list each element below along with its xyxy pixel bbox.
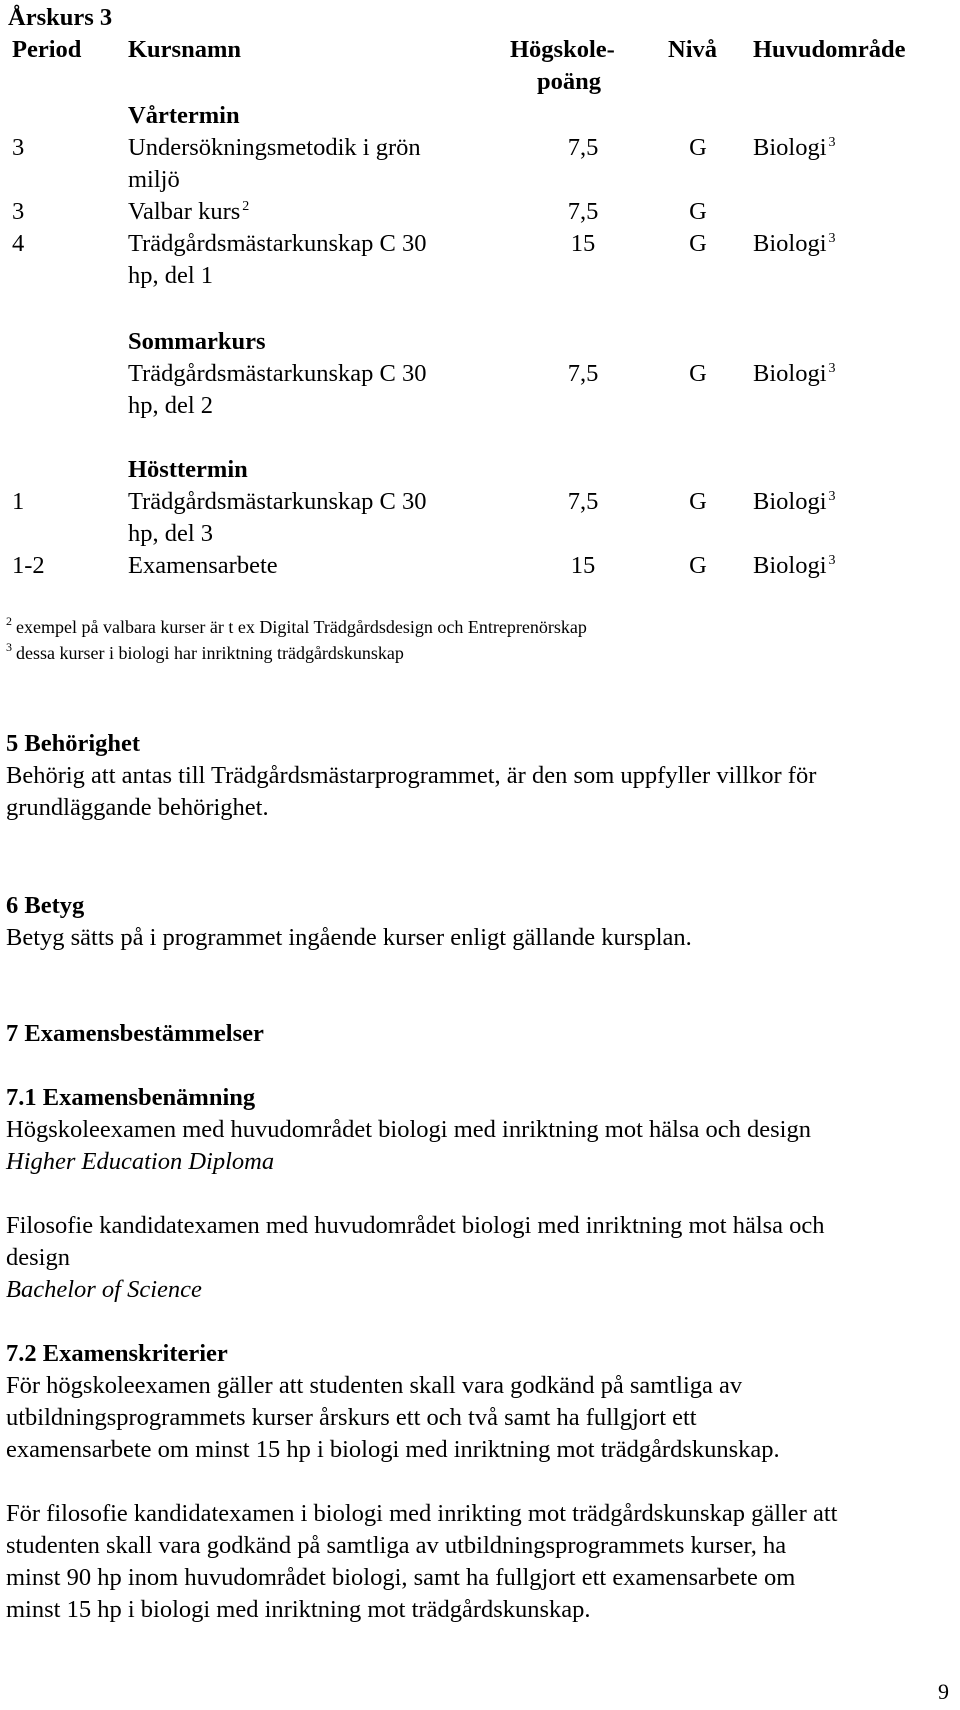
- section-heading: 6 Betyg: [6, 892, 85, 919]
- paragraph-line: Filosofie kandidatexamen med huvudområdet biologi med inriktning mot hälsa och: [6, 1212, 825, 1239]
- footnote-mark: 2: [242, 199, 250, 214]
- cell-level: G: [689, 488, 707, 515]
- header-credits-line2: poäng: [537, 68, 602, 95]
- cell-level: G: [689, 552, 707, 579]
- header-level: Nivå: [668, 36, 717, 63]
- section-heading: 5 Behörighet: [6, 730, 141, 757]
- footnote-mark: 2: [6, 614, 12, 628]
- footnote: [6, 614, 587, 640]
- footnote-text: exempel på valbara kurser är t ex Digital Trädgårdsdesign och Entreprenörskap: [16, 617, 587, 637]
- paragraph-line: design: [6, 1244, 70, 1271]
- header-credits: Högskole-: [510, 36, 615, 63]
- field-text: Biologi: [753, 134, 827, 161]
- paragraph-line: examensarbete om minst 15 hp i biologi med inriktning mot trädgårdskunskap.: [6, 1436, 780, 1463]
- field-text: Biologi: [753, 488, 827, 515]
- cell-level: G: [689, 360, 707, 387]
- cell-course: [128, 196, 249, 228]
- cell-course-line2: hp, del 1: [128, 262, 214, 289]
- section-heading: 7 Examensbestämmelser: [6, 1020, 264, 1047]
- footnote-mark: 3: [828, 135, 836, 150]
- cell-course: Trädgårdsmästarkunskap C 30: [128, 360, 427, 387]
- subsection-heading: 7.1 Examensbenämning: [6, 1084, 256, 1111]
- footnote-text: dessa kurser i biologi har inriktning trädgårdskunskap: [16, 643, 404, 663]
- footnote: [6, 640, 404, 666]
- cell-credits: 7,5: [567, 488, 599, 515]
- cell-field: [753, 550, 836, 582]
- cell-credits: 7,5: [567, 360, 599, 387]
- cell-field: [753, 486, 836, 518]
- cell-period: 3: [12, 198, 25, 225]
- paragraph-line: Högskoleexamen med huvudområdet biologi med inriktning mot hälsa och design: [6, 1116, 811, 1143]
- cell-course-line2: hp, del 2: [128, 392, 214, 419]
- cell-credits: 15: [570, 230, 596, 257]
- footnote-mark: 3: [6, 640, 12, 654]
- cell-credits: 15: [570, 552, 596, 579]
- paragraph-line: grundläggande behörighet.: [6, 794, 269, 821]
- cell-period: 1: [12, 488, 25, 515]
- cell-field: [753, 228, 836, 260]
- paragraph-line: minst 90 hp inom huvudområdet biologi, samt ha fullgjort ett examensarbete om: [6, 1564, 796, 1591]
- cell-course-line2: hp, del 3: [128, 520, 214, 547]
- field-text: Biologi: [753, 552, 827, 579]
- cell-course-line2: miljö: [128, 166, 180, 193]
- english-title: Higher Education Diploma: [6, 1148, 275, 1175]
- cell-course: Trädgårdsmästarkunskap C 30: [128, 230, 427, 257]
- paragraph-line: minst 15 hp i biologi med inriktning mot trädgårdskunskap.: [6, 1596, 591, 1623]
- field-text: Biologi: [753, 230, 827, 257]
- english-title: Bachelor of Science: [6, 1276, 202, 1303]
- course-text: Valbar kurs: [128, 198, 241, 225]
- cell-course: Trädgårdsmästarkunskap C 30: [128, 488, 427, 515]
- cell-period: 3: [12, 134, 25, 161]
- cell-credits: 7,5: [567, 134, 599, 161]
- cell-course: Undersökningsmetodik i grön: [128, 134, 421, 161]
- cell-level: G: [689, 230, 707, 257]
- paragraph-line: Behörig att antas till Trädgårdsmästarprogrammet, är den som uppfyller villkor för: [6, 762, 817, 789]
- header-course: Kursnamn: [128, 36, 242, 63]
- term-summer: Sommarkurs: [128, 328, 266, 355]
- field-text: Biologi: [753, 360, 827, 387]
- footnote-mark: 3: [828, 231, 836, 246]
- header-main-field: Huvudområde: [753, 36, 906, 63]
- paragraph-line: För högskoleexamen gäller att studenten skall vara godkänd på samtliga av: [6, 1372, 743, 1399]
- cell-level: G: [689, 198, 707, 225]
- cell-field: [753, 358, 836, 390]
- footnote-mark: 3: [828, 361, 836, 376]
- cell-period: 4: [12, 230, 25, 257]
- term-spring: Vårtermin: [128, 102, 240, 129]
- header-period: Period: [12, 36, 82, 63]
- page-number: 9: [938, 1679, 949, 1704]
- cell-course: Examensarbete: [128, 552, 278, 579]
- cell-field: [753, 132, 836, 164]
- subsection-heading: 7.2 Examenskriterier: [6, 1340, 228, 1367]
- cell-credits: 7,5: [567, 198, 599, 225]
- paragraph-line: För filosofie kandidatexamen i biologi med inrikting mot trädgårdskunskap gäller att: [6, 1500, 838, 1527]
- year-heading: Årskurs 3: [8, 4, 113, 31]
- cell-period: 1-2: [12, 552, 45, 579]
- paragraph-line: studenten skall vara godkänd på samtliga av utbildningsprogrammets kurser, ha: [6, 1532, 787, 1559]
- cell-level: G: [689, 134, 707, 161]
- term-autumn: Hösttermin: [128, 456, 248, 483]
- footnote-mark: 3: [828, 489, 836, 504]
- paragraph-line: Betyg sätts på i programmet ingående kurser enligt gällande kursplan.: [6, 924, 692, 951]
- footnote-mark: 3: [828, 553, 836, 568]
- paragraph-line: utbildningsprogrammets kurser årskurs ett och två samt ha fullgjort ett: [6, 1404, 697, 1431]
